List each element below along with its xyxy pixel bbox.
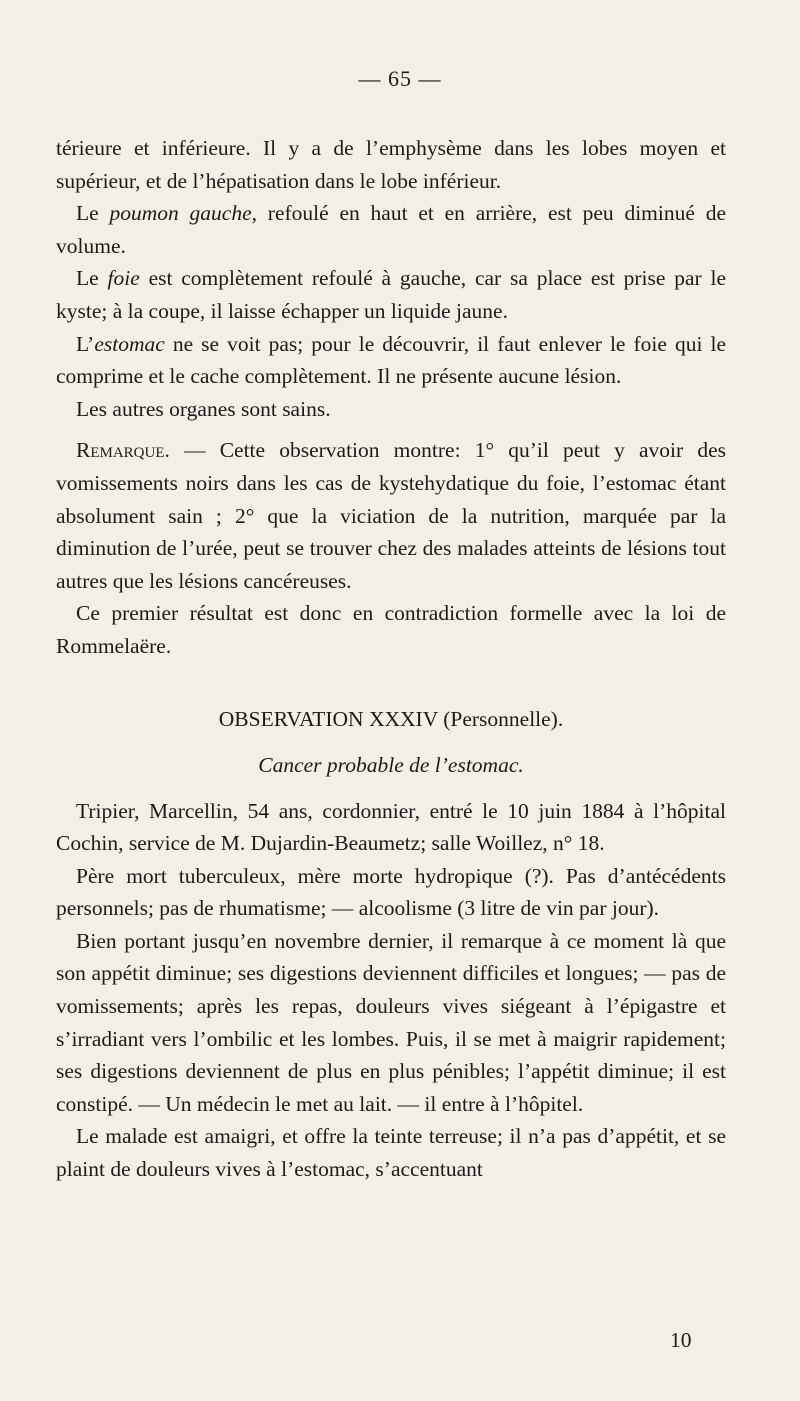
paragraph-exam: Le malade est amaigri, et offre la teinte terreuse; il n’a pas d’appétit, et se plaint de douleurs vives à l’estomac, s’accentuant — [56, 1124, 726, 1182]
paragraph-poumon-gauche — [56, 197, 726, 262]
paragraph-contradiction: Ce premier résultat est donc en contradiction formelle avec la loi de Rommelaëre. — [56, 601, 726, 658]
italic-term: estomac — [94, 331, 165, 356]
text-run: , refoulé en haut et en arrière, est peu diminué de volume. — [56, 201, 726, 258]
paragraph-history: Bien portant jusqu’en novembre dernier, il remarque à ce moment là que son appétit diminue; ses digestions deviennent difficiles et longues; — pas de vomissements; après les repas, douleurs vives siégeant à l’épigastre et s’irradiant vers l’ombilic et les lombes. Puis, il se met à maigrir rapidement; ses digestions deviennent de plus en plus pénibles; l’appétit diminue; il est constipé. — Un médecin le met au lait. — il entre à l’hôpitel. — [56, 928, 726, 1116]
paragraph-lobes: térieure et inférieure. Il y a de l’emphysème dans les lobes moyen et supérieur, et de l’hépatisation dans le lobe inférieur. — [56, 136, 726, 193]
signature-mark: 10 — [670, 1328, 692, 1352]
paragraph-autres-organes: Les autres organes sont sains. — [76, 396, 331, 421]
page-number: — 65 — — [358, 66, 442, 91]
observation-title: OBSERVATION XXXIV (Personnelle). — [218, 706, 564, 731]
paragraph-antecedents: Père mort tuberculeux, mère morte hydropique (?). Pas d’antécédents personnels; pas de rhumatisme; — alcoolisme (3 litre de vin par jour). — [56, 863, 726, 921]
text-run: Le — [76, 266, 99, 291]
paragraph-remarque — [56, 434, 726, 597]
remark-lead: Remarque. — [76, 438, 170, 463]
text-run: est complètement refoulé à gauche, car sa place est prise par le kyste; à la coupe, il laisse échapper un liquide jaune. — [56, 266, 726, 323]
text-run: Le — [76, 201, 99, 226]
paragraph-patient: Tripier, Marcellin, 54 ans, cordonnier, entré le 10 juin 1884 à l’hôpital Cochin, service de M. Dujardin-Beaumetz; salle Woillez, n° 18. — [56, 798, 726, 856]
italic-term: foie — [107, 266, 140, 291]
text-run: — Cette observation montre: 1° qu’il peut y avoir des vomissements noirs dans les cas de kystehydatique du foie, l’estomac étant absolument sain ; 2° que la viciation de la nutrition, marquée par la diminution de l’urée, peut se trouver chez des malades atteints de lésions tout autres que les lésions cancéreuses. — [56, 438, 726, 593]
italic-term: poumon gauche — [109, 201, 252, 226]
text-body — [56, 132, 726, 1186]
text-run: ne se voit pas; pour le découvrir, il faut enlever le foie qui le comprime et le cache complètement. Il ne présente aucune lésion. — [56, 331, 727, 389]
observation-subtitle: Cancer probable de l’estomac. — [258, 752, 524, 777]
paragraph-foie — [56, 262, 726, 327]
paragraph-estomac — [56, 328, 726, 393]
text-run: L’ — [76, 331, 95, 356]
